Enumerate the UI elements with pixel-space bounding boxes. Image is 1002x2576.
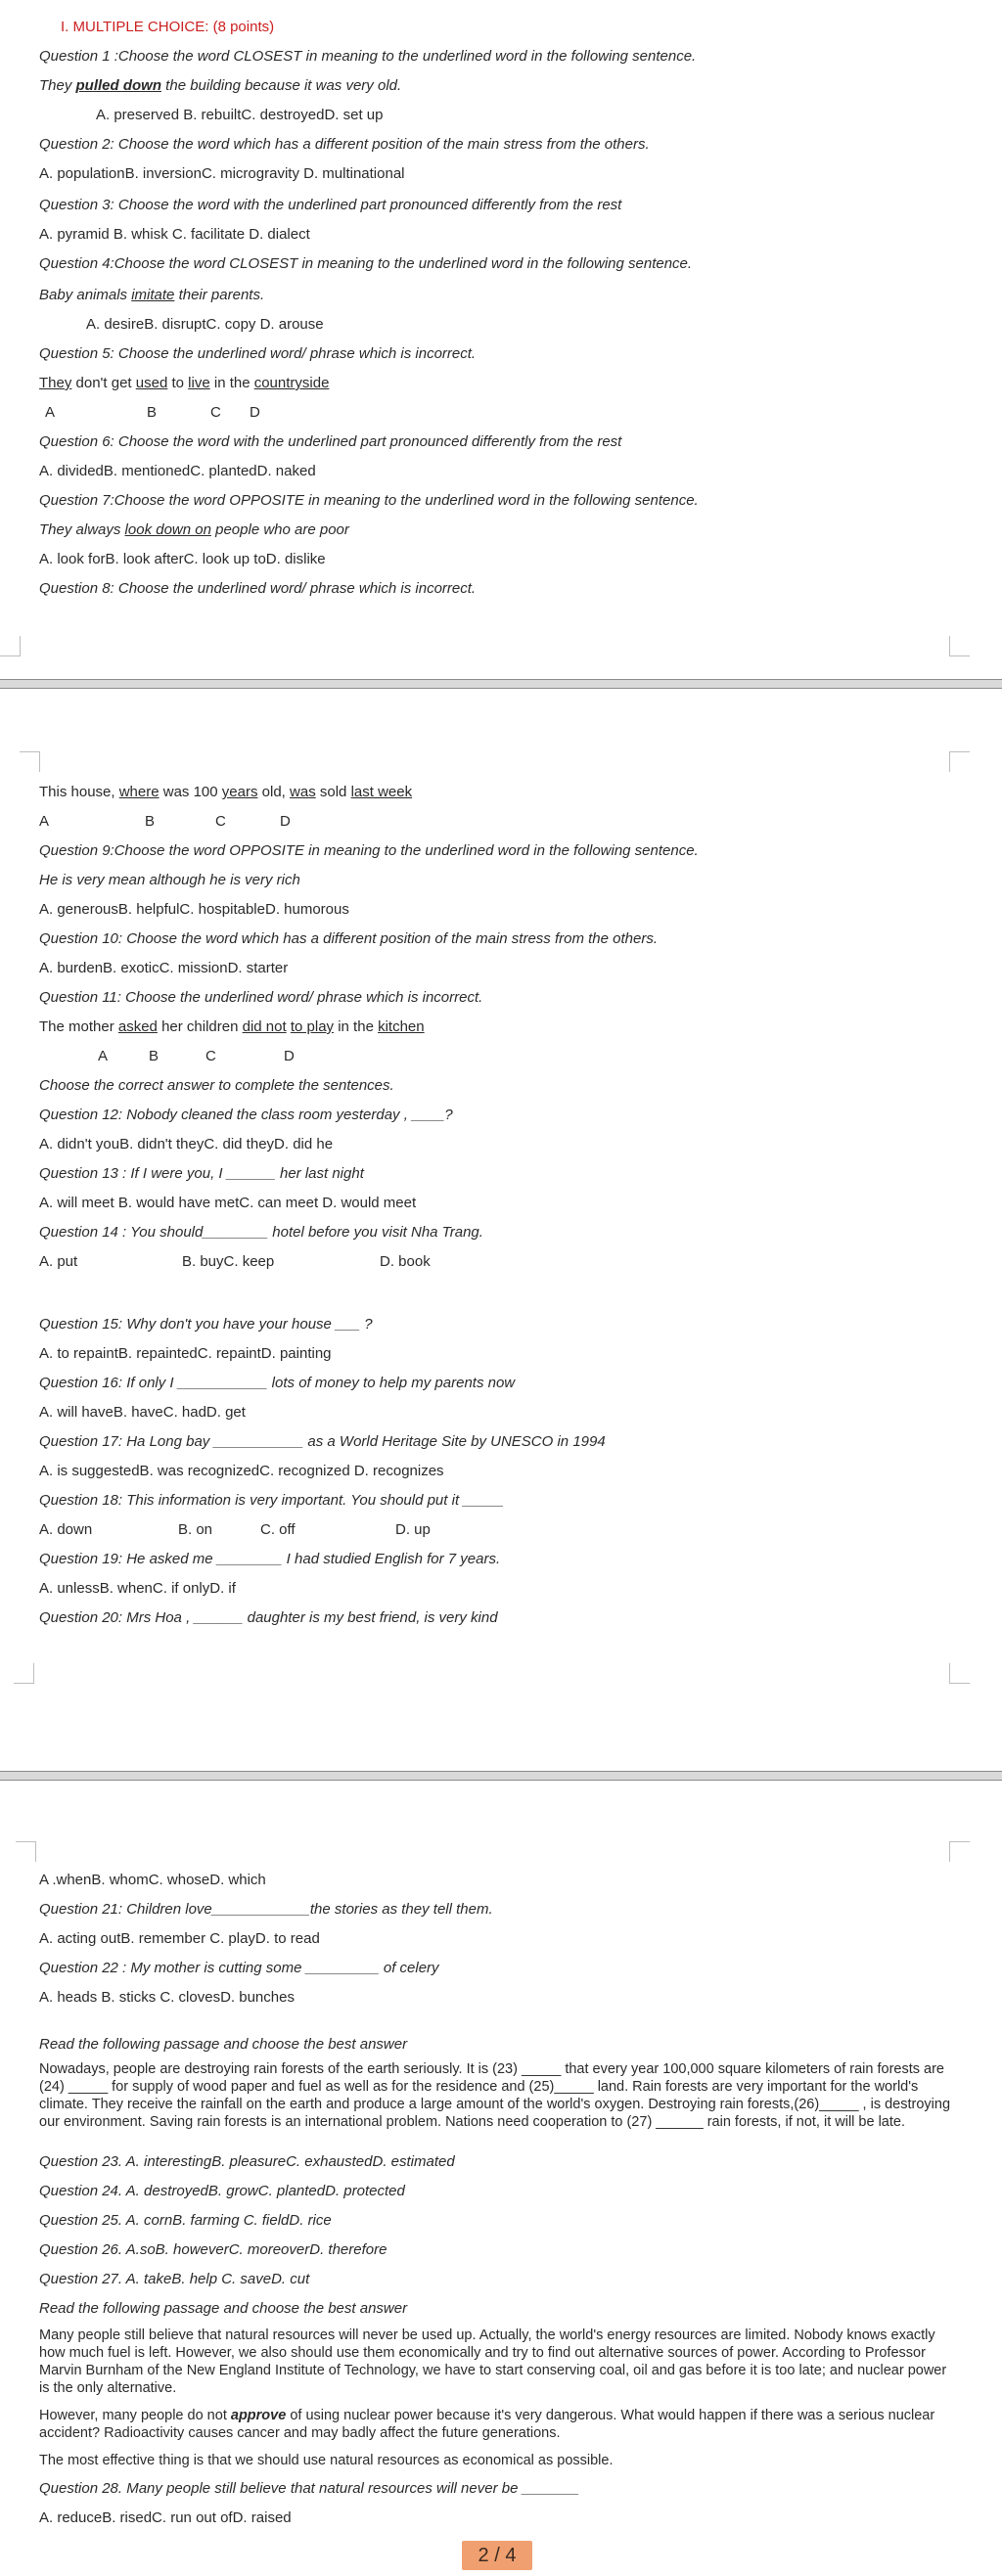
options-12: A. didn't youB. didn't theyC. did theyD. did he [39, 1136, 334, 1152]
letter-c: C [215, 813, 226, 830]
options-18-b: B. on [178, 1521, 213, 1538]
sentence-1: They pulled down the building because it was very old. [39, 77, 402, 94]
question-28: Question 28. Many people still believe that natural resources will never be _______ [39, 2480, 579, 2497]
question-2: Question 2: Choose the word which has a different position of the main stress from the others. [39, 136, 650, 153]
reading-heading-2: Read the following passage and choose the best answer [39, 2300, 408, 2317]
letter-d: D [250, 404, 260, 421]
options-28: A. reduceB. risedC. run out ofD. raised [39, 2509, 292, 2526]
question-20: Question 20: Mrs Hoa , ______ daughter is my best friend, is very kind [39, 1609, 498, 1626]
options-15: A. to repaintB. repaintedC. repaintD. painting [39, 1345, 332, 1362]
options-4: A. desireB. disruptC. copy D. arouse [86, 316, 324, 333]
question-22: Question 22 : My mother is cutting some _________ of celery [39, 1960, 439, 1976]
options-10: A. burdenB. exoticC. missionD. starter [39, 960, 289, 976]
question-16: Question 16: If only I ___________ lots of money to help my parents now [39, 1375, 516, 1391]
corner-mark [949, 751, 970, 772]
letter-d: D [284, 1048, 295, 1064]
corner-mark [14, 1663, 34, 1684]
options-7: A. look forB. look afterC. look up toD. dislike [39, 551, 326, 567]
page-1 [0, 0, 1002, 679]
letter-c: C [205, 1048, 216, 1064]
reading-heading-1: Read the following passage and choose the best answer [39, 2036, 408, 2053]
page-3 [0, 1781, 1002, 2576]
letter-a: A [98, 1048, 109, 1064]
question-5: Question 5: Choose the underlined word/ phrase which is incorrect. [39, 345, 477, 362]
question-24: Question 24. A. destroyedB. growC. plantedD. protected [39, 2183, 405, 2199]
corner-mark [949, 1841, 970, 1862]
question-23: Question 23. A. interestingB. pleasureC. exhaustedD. estimated [39, 2153, 455, 2170]
question-13: Question 13 : If I were you, I ______ her last night [39, 1165, 364, 1182]
passage-1: Nowadays, people are destroying rain forests of the earth seriously. It is (23) _____ that every year 100,000 square kilometers of rain forests are (24) _____ for supply of wood paper and fuel as well as for the residence and (25)_____ land. Rain forests are very important for the world's climate. They receive the rainfall on the earth and produce a large amount of the world's oxygen. Destroying rain forests,(26)_____ , is destroying our environment. Saving rain forests is an international problem. Nations need cooperation to (27) ______ rain forests, if not, it will be late. [39, 2061, 951, 2130]
options-18-d: D. up [395, 1521, 431, 1538]
question-6: Question 6: Choose the word with the underlined part pronounced differently from the rest [39, 433, 622, 450]
options-21: A. acting outB. remember C. playD. to read [39, 1930, 320, 1947]
question-19: Question 19: He asked me ________ I had studied English for 7 years. [39, 1551, 501, 1567]
sentence-5: They don't get used to live in the countryside [39, 375, 330, 391]
options-20: A .whenB. whomC. whoseD. which [39, 1872, 266, 1888]
options-22: A. heads B. sticks C. clovesD. bunches [39, 1989, 295, 2006]
options-2: A. populationB. inversionC. microgravity D. multinational [39, 165, 405, 182]
letter-b: B [145, 813, 156, 830]
options-14-bc: B. buyC. keep [182, 1253, 275, 1270]
passage-3: However, many people do not approve of using nuclear power because it's very dangerous. What would happen if there was a serious nuclear accident? Radioactivity causes cancer and may badly affect the future generations. [39, 2408, 935, 2441]
corner-mark [0, 636, 21, 656]
question-14: Question 14 : You should________ hotel before you visit Nha Trang. [39, 1224, 483, 1241]
options-3: A. pyramid B. whisk C. facilitate D. dialect [39, 226, 310, 243]
corner-mark [20, 751, 40, 772]
letter-a: A [39, 813, 50, 830]
letter-b: B [147, 404, 158, 421]
sentence-8: This house, where was 100 years old, was sold last week [39, 784, 413, 800]
options-18-c: C. off [260, 1521, 296, 1538]
question-4: Question 4:Choose the word CLOSEST in meaning to the underlined word in the following sentence. [39, 255, 693, 272]
letter-c: C [210, 404, 221, 421]
options-14-a: A. put [39, 1253, 78, 1270]
sentence-9: He is very mean although he is very rich [39, 872, 300, 888]
question-25: Question 25. A. cornB. farming C. fieldD. rice [39, 2212, 332, 2229]
sentence-7: They always look down on people who are poor [39, 521, 349, 538]
options-18-a: A. down [39, 1521, 93, 1538]
options-1: A. preserved B. rebuiltC. destroyedD. set up [96, 107, 384, 123]
section-title: I. MULTIPLE CHOICE: (8 points) [61, 19, 275, 35]
passage-2: Many people still believe that natural resources will never be used up. Actually, the world's energy resources are limited. Nobody knows exactly how much fuel is left. However, we also should use them economically and try to find out alternative sources of power. According to Professor Marvin Burnham of the New England Institute of Technology, we have to start conserving coal, oil and gas before it is too late; and nuclear power is the only alternative. [39, 2327, 947, 2396]
question-15: Question 15: Why don't you have your house ___ ? [39, 1316, 373, 1333]
corner-mark [949, 1663, 970, 1684]
question-3: Question 3: Choose the word with the underlined part pronounced differently from the rest [39, 197, 622, 213]
sentence-4: Baby animals imitate their parents. [39, 287, 265, 303]
question-1: Question 1 :Choose the word CLOSEST in meaning to the underlined word in the following sentence. [39, 48, 697, 65]
question-7: Question 7:Choose the word OPPOSITE in meaning to the underlined word in the following sentence. [39, 492, 699, 509]
options-9: A. generousB. helpfulC. hospitableD. humorous [39, 901, 349, 918]
options-16: A. will haveB. haveC. hadD. get [39, 1404, 246, 1421]
question-8: Question 8: Choose the underlined word/ phrase which is incorrect. [39, 580, 477, 597]
letter-a: A [45, 404, 56, 421]
options-14-d: D. book [380, 1253, 431, 1270]
question-27: Question 27. A. takeB. help C. saveD. cut [39, 2271, 310, 2287]
question-18: Question 18: This information is very important. You should put it _____ [39, 1492, 504, 1509]
question-12: Question 12: Nobody cleaned the class room yesterday , ____? [39, 1107, 453, 1123]
page-2 [0, 689, 1002, 1771]
question-21: Question 21: Children love____________the stories as they tell them. [39, 1901, 493, 1918]
options-13: A. will meet B. would have metC. can meet D. would meet [39, 1195, 417, 1211]
question-11: Question 11: Choose the underlined word/ phrase which is incorrect. [39, 989, 483, 1006]
sentence-11: The mother asked her children did not to play in the kitchen [39, 1018, 425, 1035]
letter-d: D [280, 813, 291, 830]
options-17: A. is suggestedB. was recognizedC. recognized D. recognizes [39, 1463, 444, 1479]
page-indicator: 2 / 4 [462, 2541, 532, 2570]
question-17: Question 17: Ha Long bay ___________ as a World Heritage Site by UNESCO in 1994 [39, 1433, 606, 1450]
instruction: Choose the correct answer to complete the sentences. [39, 1077, 394, 1094]
page-separator [0, 679, 1002, 689]
question-9: Question 9:Choose the word OPPOSITE in meaning to the underlined word in the following sentence. [39, 842, 699, 859]
page-separator [0, 1771, 1002, 1781]
question-26: Question 26. A.soB. howeverC. moreoverD. therefore [39, 2241, 387, 2258]
options-19: A. unlessB. whenC. if onlyD. if [39, 1580, 236, 1597]
passage-4: The most effective thing is that we should use natural resources as economical as possible. [39, 2453, 614, 2468]
options-6: A. dividedB. mentionedC. plantedD. naked [39, 463, 316, 479]
corner-mark [949, 636, 970, 656]
question-10: Question 10: Choose the word which has a different position of the main stress from the others. [39, 930, 658, 947]
corner-mark [16, 1841, 36, 1862]
letter-b: B [149, 1048, 159, 1064]
